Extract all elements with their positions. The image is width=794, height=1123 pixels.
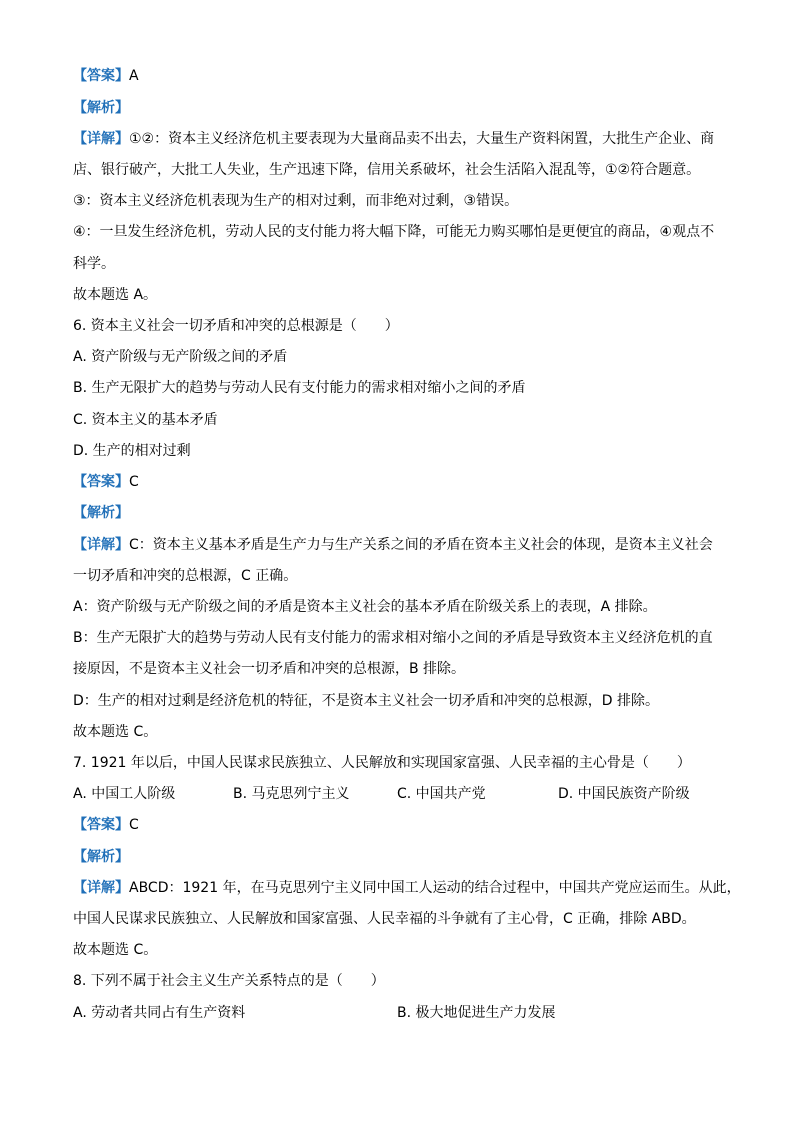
q8-question: 8. 下列不属于社会主义生产关系特点的是（ ） [73,973,385,989]
q6-question: 6. 资本主义社会一切矛盾和冲突的总根源是（ ） [73,318,399,334]
q6-option-a: A. 资产阶级与无产阶级之间的矛盾 [73,349,288,365]
q7-detail-text-1: ABCD：1921 年，在马克思列宁主义同中国工人运动的结合过程中，中国共产党应运而生。从此， [129,880,741,896]
q7-option-a: A. 中国工人阶级 [73,786,176,802]
q6-detail-line-6: D：生产的相对过剩是经济危机的特征，不是资本主义社会一切矛盾和冲突的总根源，D 排除。 [73,693,660,709]
q5-conclusion: 故本题选 A。 [73,287,158,303]
q6-answer-line [73,472,139,492]
q7-detail-line-1 [73,878,741,898]
q6-option-c: C. 资本主义的基本矛盾 [73,412,218,428]
q5-analysis-line [73,98,129,118]
q7-analysis-line [73,847,129,867]
analysis-tag: 【解析】 [73,100,129,116]
q8-option-a: A. 劳动者共同占有生产资料 [73,1005,246,1021]
q5-detail-line-2: 店、银行破产，大批工人失业，生产迅速下降，信用关系破坏，社会生活陷入混乱等，①②符合题意。 [73,162,701,178]
detail-tag: 【详解】 [73,880,129,896]
analysis-tag: 【解析】 [73,505,129,521]
q8-option-b: B. 极大地促进生产力发展 [397,1005,556,1021]
q7-answer: C [129,817,139,833]
q6-detail-line-3: A：资产阶级与无产阶级之间的矛盾是资本主义社会的基本矛盾在阶级关系上的表现，A 排除。 [73,599,657,615]
answer-tag: 【答案】 [73,474,129,490]
q7-question: 7. 1921 年以后，中国人民谋求民族独立、人民解放和实现国家富强、人民幸福的主心骨是（ ） [73,755,691,771]
analysis-tag: 【解析】 [73,849,129,865]
q5-answer-line [73,66,139,86]
q6-conclusion: 故本题选 C。 [73,724,158,740]
detail-tag: 【详解】 [73,537,129,553]
q6-option-b: B. 生产无限扩大的趋势与劳动人民有支付能力的需求相对缩小之间的矛盾 [73,380,526,396]
q7-conclusion: 故本题选 C。 [73,942,158,958]
q5-detail-line-5: 科学。 [73,256,115,272]
q5-detail-line-1 [73,129,714,149]
q6-answer: C [129,474,139,490]
q6-detail-line-2: 一切矛盾和冲突的总根源，C 正确。 [73,568,298,584]
q7-option-d: D. 中国民族资产阶级 [558,786,690,802]
q5-detail-line-4: ④：一旦发生经济危机，劳动人民的支付能力将大幅下降，可能无力购买哪怕是更便宜的商品，④观点不 [73,224,715,240]
q5-answer: A [129,68,139,84]
q6-option-d: D. 生产的相对过剩 [73,443,191,459]
q6-detail-line-1 [73,535,713,555]
q5-detail-line-3: ③：资本主义经济危机表现为生产的相对过剩，而非绝对过剩，③错误。 [73,193,519,209]
q6-detail-line-5: 接原因，不是资本主义社会一切矛盾和冲突的总根源，B 排除。 [73,661,466,677]
q5-detail-text-1: ①②：资本主义经济危机主要表现为大量商品卖不出去，大量生产资料闲置，大批生产企业、商 [129,131,715,147]
q7-detail-line-2: 中国人民谋求民族独立、人民解放和国家富强、人民幸福的斗争就有了主心骨，C 正确，排除 ABD。 [73,911,696,927]
detail-tag: 【详解】 [73,131,129,147]
answer-tag: 【答案】 [73,817,129,833]
answer-tag: 【答案】 [73,68,129,84]
q6-detail-line-4: B：生产无限扩大的趋势与劳动人民有支付能力的需求相对缩小之间的矛盾是导致资本主义经济危机的直 [73,630,713,646]
q7-answer-line [73,815,139,835]
q6-analysis-line [73,503,129,523]
q7-option-b: B. 马克思列宁主义 [233,786,350,802]
q7-option-c: C. 中国共产党 [397,786,486,802]
q6-detail-text-1: C：资本主义基本矛盾是生产力与生产关系之间的矛盾在资本主义社会的体现，是资本主义社会 [129,537,713,553]
